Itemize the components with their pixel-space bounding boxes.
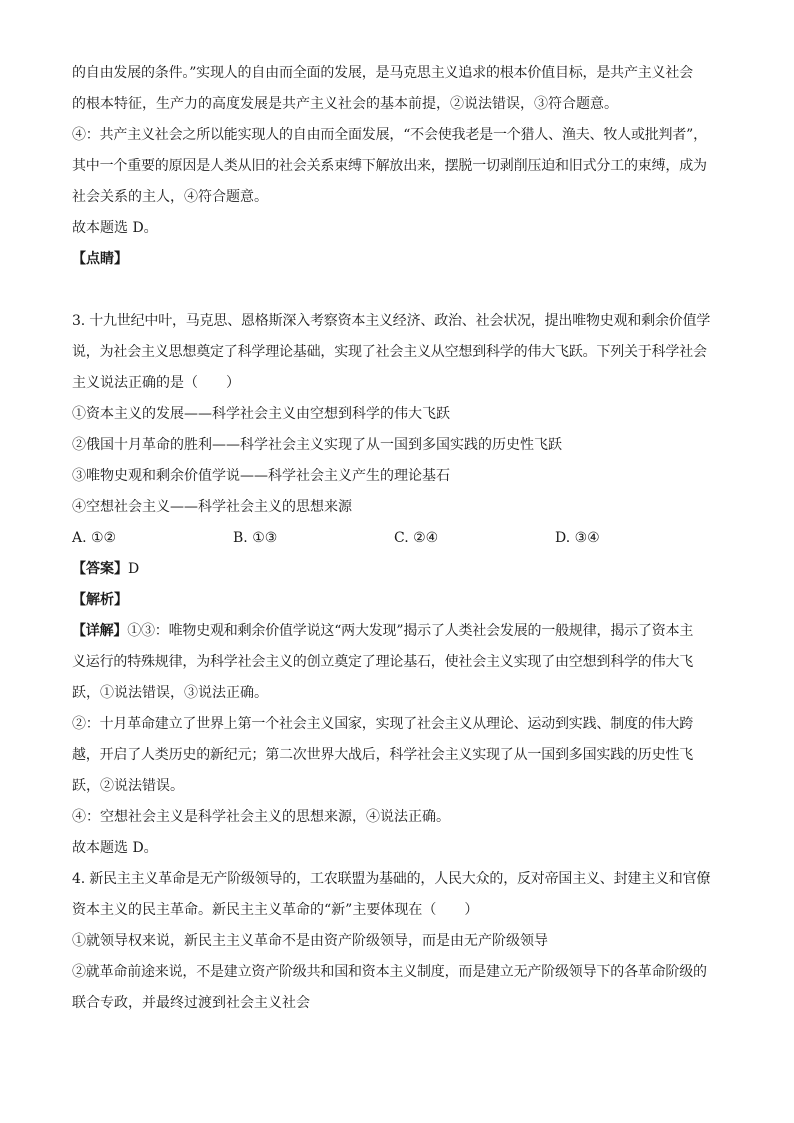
- text-line: 其中一个重要的原因是人类从旧的社会关系束缚下解放出来，摆脱一切剥削压迫和旧式分工的束缚，成为: [72, 158, 707, 174]
- question-4-stem: 资本主义的民主革命。新民主主义革命的“新”主要体现在（ ）: [72, 902, 479, 918]
- analysis-tag: 【解析】: [72, 592, 128, 608]
- blank-line: [72, 275, 722, 306]
- question-3-stem: 说，为社会主义思想奠定了科学理论基础，实现了社会主义从空想到科学的伟大飞跃。下列关于科学社会: [72, 344, 707, 360]
- question-4-item: 联合专政，并最终过渡到社会主义社会: [72, 995, 310, 1011]
- text-line: ④：共产主义社会之所以能实现人的自由而全面发展，“不会使我老是一个猎人、渔夫、牧人或批判者”，: [72, 127, 707, 143]
- question-4-stem: 4. 新民主主义革命是无产阶级领导的，工农联盟为基础的，人民大众的，反对帝国主义、封建主义和官僚: [72, 871, 711, 887]
- option-c: C. ②④: [394, 530, 439, 546]
- dianjing-heading: 【点睛】: [72, 251, 128, 267]
- option-d: D. ③④: [555, 530, 600, 546]
- detail-line: 跃，①说法错误，③说法正确。: [72, 685, 268, 701]
- question-3-stem: 主义说法正确的是（ ）: [72, 375, 240, 391]
- question-3-item: ③唯物史观和剩余价值学说——科学社会主义产生的理论基石: [72, 468, 450, 484]
- answer-tag: 【答案】: [72, 561, 128, 577]
- text-line: 的根本特征，生产力的高度发展是共产主义社会的基本前提，②说法错误，③符合题意。: [72, 96, 618, 112]
- text-line: 故本题选 D。: [72, 220, 158, 236]
- detail-line: 故本题选 D。: [72, 840, 158, 856]
- answer-line: [72, 554, 722, 585]
- question-4-item: ②就革命前途来说，不是建立资产阶级共和国和资本主义制度，而是建立无产阶级领导下的各革命阶级的: [72, 964, 707, 980]
- detail-line: [72, 616, 722, 647]
- detail-line: 义运行的特殊规律，为科学社会主义的创立奠定了理论基石，使社会主义实现了由空想到科学的伟大飞: [72, 654, 693, 670]
- detail-text: ①③：唯物史观和剩余价值学说这“两大发现”揭示了人类社会发展的一般规律，揭示了资本主: [127, 623, 694, 639]
- question-3-options: [72, 523, 722, 554]
- question-3-item: ②俄国十月革命的胜利——科学社会主义实现了从一国到多国实践的历史性飞跃: [72, 437, 562, 453]
- detail-line: 跃，②说法错误。: [72, 778, 184, 794]
- answer-value: D: [128, 561, 140, 577]
- text-line: 社会关系的主人，④符合题意。: [72, 189, 268, 205]
- detail-line: ②：十月革命建立了世界上第一个社会主义国家，实现了社会主义从理论、运动到实践、制度的伟大跨: [72, 716, 693, 732]
- option-a: A. ①②: [72, 530, 117, 546]
- question-3-item: ④空想社会主义——科学社会主义的思想来源: [72, 499, 352, 515]
- question-3-item: ①资本主义的发展——科学社会主义由空想到科学的伟大飞跃: [72, 406, 450, 422]
- detail-line: ④：空想社会主义是科学社会主义的思想来源，④说法正确。: [72, 809, 450, 825]
- detail-line: 越，开启了人类历史的新纪元；第二次世界大战后，科学社会主义实现了从一国到多国实践的历史性飞: [72, 747, 693, 763]
- text-line: 的自由发展的条件。”实现人的自由而全面的发展，是马克思主义追求的根本价值目标，是共产主义社会: [72, 65, 693, 81]
- question-3-stem: 3. 十九世纪中叶，马克思、恩格斯深入考察资本主义经济、政治、社会状况，提出唯物史观和剩余价值学: [72, 313, 711, 329]
- question-4-item: ①就领导权来说，新民主主义革命不是由资产阶级领导，而是由无产阶级领导: [72, 933, 548, 949]
- detail-tag: 【详解】: [72, 623, 128, 639]
- option-b: B. ①③: [233, 530, 278, 546]
